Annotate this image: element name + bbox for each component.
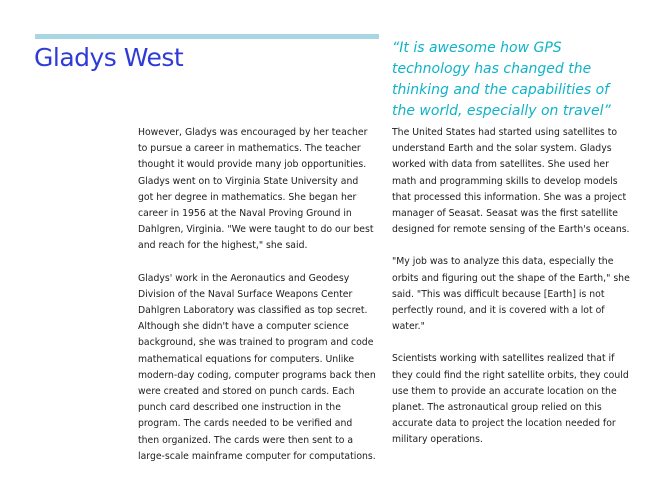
header-accent-bar [35, 34, 379, 39]
page-title: Gladys West [34, 43, 184, 72]
paragraph: "My job was to analyze this data, especially the orbits and figuring out the shape of the Earth," she said. "This was difficult because [Earth] is not perfectly round, and it is covered with a lot of water." [392, 256, 630, 333]
paragraph: The United States had started using satellites to understand Earth and the solar system. Gladys worked with data from satellites. She used her math and programming skills to develop models that processed this information. She was a project manager of Seasat. Seasat was the first satellite designed for remote sensing of the Earth's oceans. [392, 127, 630, 236]
pull-quote: “It is awesome how GPS technology has changed the thinking and the capabilities of the world, especially on travel” [392, 40, 611, 119]
paragraph: Gladys' work in the Aeronautics and Geodesy Division of the Naval Surface Weapons Center Dahlgren Laboratory was classified as top secret. Although she didn't have a computer science background, she was trained to program and code mathematical equations for computers. Unlike modern-day coding, computer programs back then were created and stored on punch cards. Each punch card described one instruction in the program. The cards needed to be verified and then organized. The cards were then sent to a large-scale mainframe computer for computations. [138, 272, 376, 462]
paragraph: Scientists working with satellites realized that if they could find the right satellite orbits, they could use them to provide an accurate location on the planet. The astronautical group relied on this accurate data to project the location needed for military operations. [392, 353, 629, 446]
left-column [138, 125, 376, 481]
right-column [392, 125, 632, 465]
paragraph: However, Gladys was encouraged by her teacher to pursue a career in mathematics. The teacher thought it would provide many job opportunities. Gladys went on to Virginia State University and got her degree in mathematics. She began her career in 1956 at the Naval Proving Ground in Dahlgren, Virginia. "We were taught to do our best and reach for the highest," she said. [138, 127, 374, 252]
